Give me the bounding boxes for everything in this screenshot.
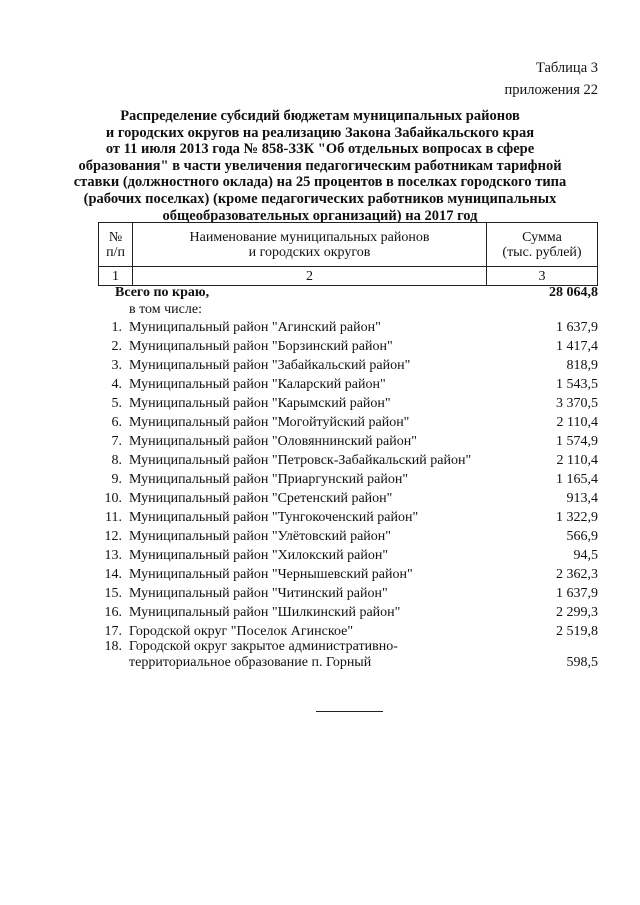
table-header xyxy=(98,222,598,286)
row-number: 18. xyxy=(104,639,122,654)
row-name: Муниципальный район "Забайкальский район" xyxy=(129,358,411,373)
row-name: Муниципальный район "Борзинский район" xyxy=(129,339,393,354)
table-row xyxy=(0,508,640,527)
row-value: 2 519,8 xyxy=(556,624,598,639)
closing-separator-line xyxy=(316,711,383,712)
row-name: Муниципальный район "Оловяннинский район" xyxy=(129,434,417,449)
row-name: Городской округ закрытое административно- xyxy=(129,639,398,654)
row-number: 5. xyxy=(111,396,122,411)
row-number: 10. xyxy=(104,491,122,506)
row-name: Муниципальный район "Читинский район" xyxy=(129,586,388,601)
total-sublabel-row xyxy=(0,300,640,319)
total-value: 28 064,8 xyxy=(549,285,598,300)
row-number: 13. xyxy=(104,548,122,563)
row-value: 598,5 xyxy=(566,655,598,670)
row-name: Муниципальный район "Хилокский район" xyxy=(129,548,389,563)
header-row xyxy=(99,223,598,267)
table-row xyxy=(0,603,640,622)
row-value: 2 299,3 xyxy=(556,605,598,620)
table-row xyxy=(0,337,640,356)
row-value: 2 362,3 xyxy=(556,567,598,582)
row-number: 3. xyxy=(111,358,122,373)
row-name: Муниципальный район "Улётовский район" xyxy=(129,529,391,544)
row-number: 11. xyxy=(105,510,122,525)
row-value: 1 322,9 xyxy=(556,510,598,525)
document-title xyxy=(70,108,570,224)
title-line: образования" в части увеличения педагогическим работникам тарифной xyxy=(78,157,562,174)
row-name-continuation: территориальное образование п. Горный xyxy=(129,655,372,670)
table-row xyxy=(0,546,640,565)
row-value: 3 370,5 xyxy=(556,396,598,411)
header-cell-amount: Сумма (тыс. рублей) xyxy=(487,223,598,267)
row-number: 4. xyxy=(111,377,122,392)
table-number-label: Таблица 3 xyxy=(535,60,598,76)
row-value: 1 165,4 xyxy=(556,472,598,487)
table-row xyxy=(0,527,640,546)
row-number: 12. xyxy=(104,529,122,544)
column-number: 2 xyxy=(133,267,487,286)
row-number: 7. xyxy=(111,434,122,449)
row-name: Муниципальный район "Чернышевский район" xyxy=(129,567,413,582)
row-name: Муниципальный район "Агинский район" xyxy=(129,320,381,335)
title-line: ставки (должностного оклада) на 25 процентов в поселках городского типа xyxy=(73,174,567,191)
table-row xyxy=(0,318,640,337)
title-line: общеобразовательных организаций) на 2017 год xyxy=(162,207,478,224)
total-sublabel: в том числе: xyxy=(129,302,202,317)
row-name: Муниципальный район "Тунгокоченский район" xyxy=(129,510,419,525)
row-name: Муниципальный район "Карымский район" xyxy=(129,396,391,411)
header-cell-number: № п/п xyxy=(99,223,133,267)
row-number: 6. xyxy=(111,415,122,430)
table-row xyxy=(0,565,640,584)
title-line: и городских округов на реализацию Закона Забайкальского края xyxy=(105,124,535,141)
table-row xyxy=(0,470,640,489)
row-number: 14. xyxy=(104,567,122,582)
row-number: 2. xyxy=(111,339,122,354)
title-line: (рабочих поселках) (кроме педагогических работников муниципальных xyxy=(83,190,557,207)
row-value: 1 574,9 xyxy=(556,434,598,449)
row-name: Муниципальный район "Шилкинский район" xyxy=(129,605,401,620)
table-row xyxy=(0,489,640,508)
table-row xyxy=(0,356,640,375)
row-number: 9. xyxy=(111,472,122,487)
row-name: Муниципальный район "Сретенский район" xyxy=(129,491,393,506)
table-row xyxy=(0,375,640,394)
row-value: 2 110,4 xyxy=(556,415,598,430)
row-value: 94,5 xyxy=(573,548,598,563)
row-number: 1. xyxy=(111,320,122,335)
row-number: 16. xyxy=(104,605,122,620)
row-number: 15. xyxy=(104,586,122,601)
title-line: Распределение субсидий бюджетам муниципальных районов xyxy=(120,108,520,124)
row-value: 818,9 xyxy=(566,358,598,373)
row-name: Муниципальный район "Приаргунский район" xyxy=(129,472,409,487)
row-name: Муниципальный район "Могойтуйский район" xyxy=(129,415,410,430)
row-value: 1 637,9 xyxy=(556,320,598,335)
column-number: 1 xyxy=(99,267,133,286)
row-value: 2 110,4 xyxy=(556,453,598,468)
table-row xyxy=(0,451,640,470)
appendix-reference-label: приложения 22 xyxy=(504,82,598,98)
row-name: Городской округ "Поселок Агинское" xyxy=(129,624,354,639)
row-value: 1 637,9 xyxy=(556,586,598,601)
row-name: Муниципальный район "Петровск-Забайкальский район" xyxy=(129,453,472,468)
header-cell-name: Наименование муниципальных районов и городских округов xyxy=(133,223,487,267)
table-row xyxy=(0,432,640,451)
table-row-continuation xyxy=(0,653,640,672)
row-name: Муниципальный район "Каларский район" xyxy=(129,377,386,392)
table-row xyxy=(0,584,640,603)
row-value: 1 417,4 xyxy=(556,339,598,354)
row-value: 566,9 xyxy=(566,529,598,544)
table-row xyxy=(0,413,640,432)
total-label: Всего по краю, xyxy=(115,285,210,300)
row-number: 8. xyxy=(111,453,122,468)
column-number: 3 xyxy=(487,267,598,286)
row-number: 17. xyxy=(104,624,122,639)
table-row xyxy=(0,394,640,413)
row-value: 1 543,5 xyxy=(556,377,598,392)
row-value: 913,4 xyxy=(566,491,598,506)
title-line: от 11 июля 2013 года № 858-ЗЗК "Об отдельных вопросах в сфере xyxy=(105,141,535,158)
